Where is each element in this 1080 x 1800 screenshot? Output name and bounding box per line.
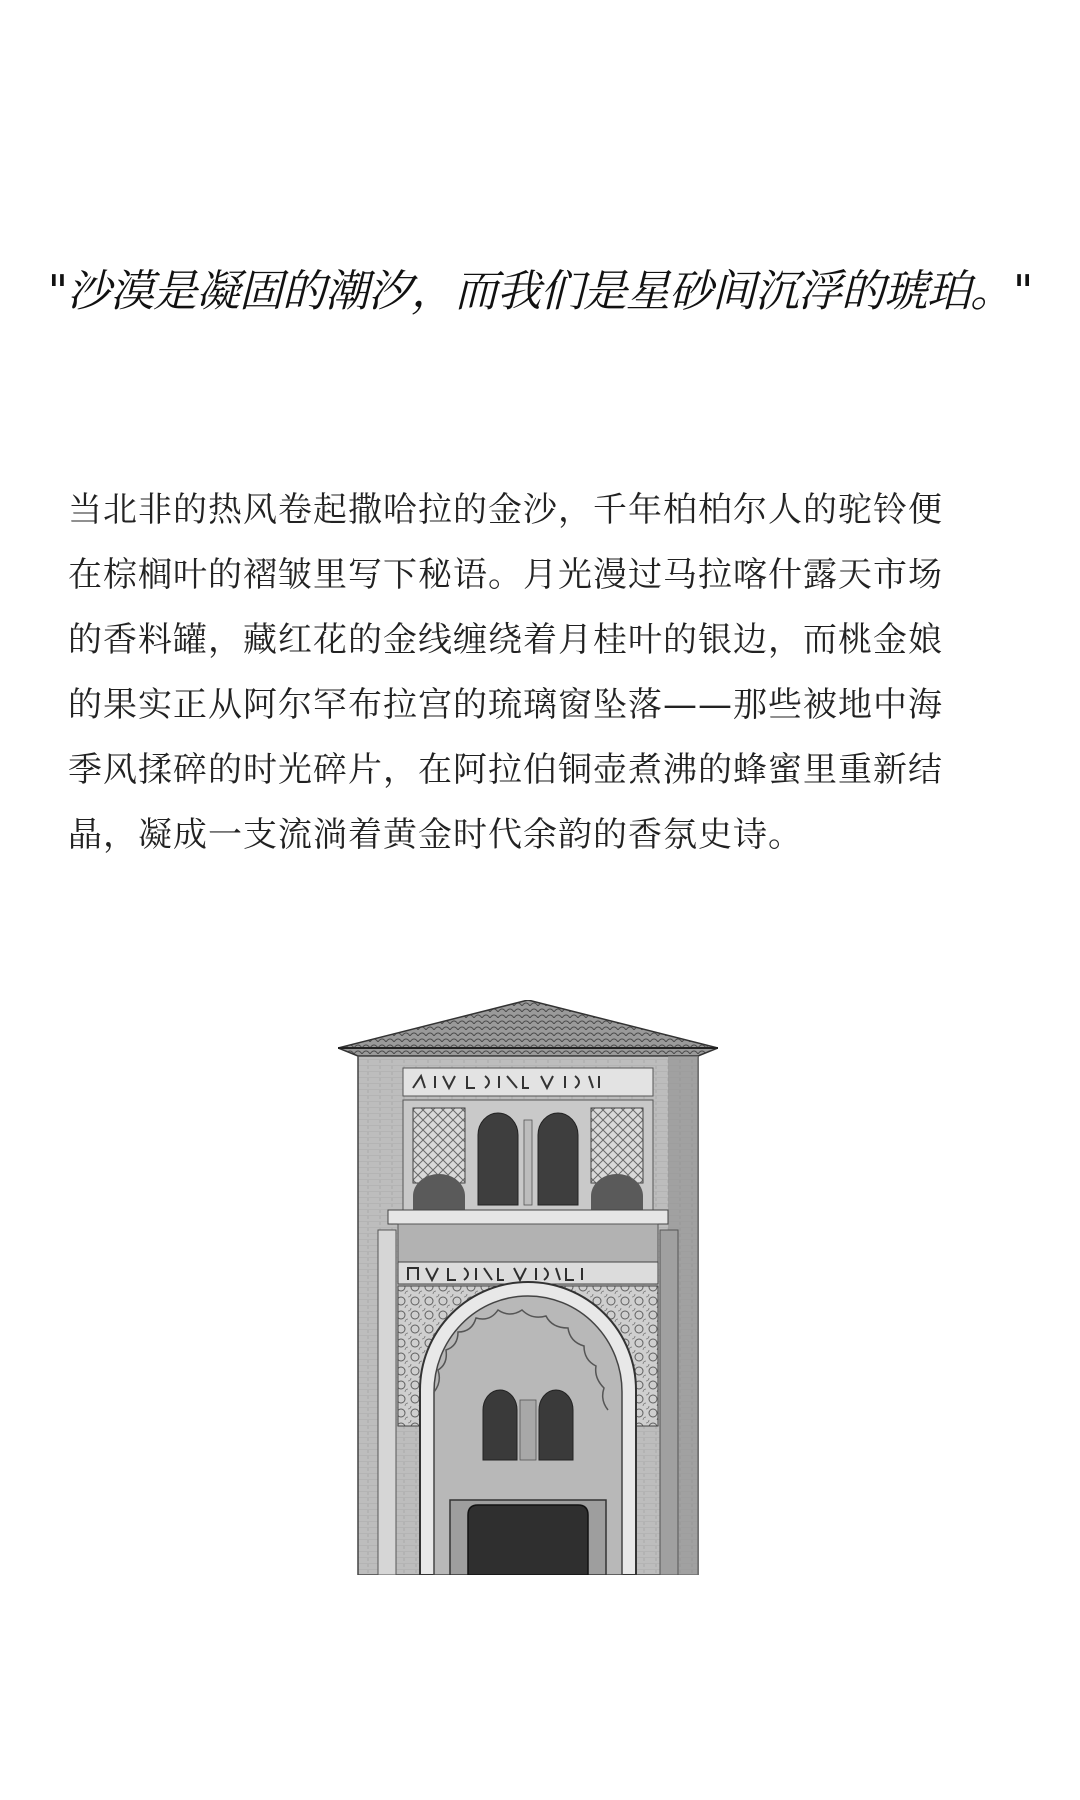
body-line: 当北非的热风卷起撒哈拉的金沙，千年柏柏尔人的驼铃便 [68, 490, 943, 530]
body-line: 晶，凝成一支流淌着黄金时代余韵的香氛史诗。 [68, 815, 803, 855]
body-line: 季风揉碎的时光碎片，在阿拉伯铜壶煮沸的蜂蜜里重新结 [68, 750, 943, 790]
body-line: 在棕榈叶的褶皱里写下秘语。月光漫过马拉喀什露天市场 [68, 555, 943, 595]
tower-gate-illustration [338, 1000, 718, 1575]
body-line: 的果实正从阿尔罕布拉宫的琉璃窗坠落——那些被地中海 [68, 685, 943, 725]
quote: "沙漠是凝固的潮汐，而我们是星砂间沉浮的琥珀。" [47, 266, 1033, 317]
body-line: 的香料罐，藏红花的金线缠绕着月桂叶的银边，而桃金娘 [68, 620, 943, 660]
body-paragraph [68, 478, 1018, 868]
